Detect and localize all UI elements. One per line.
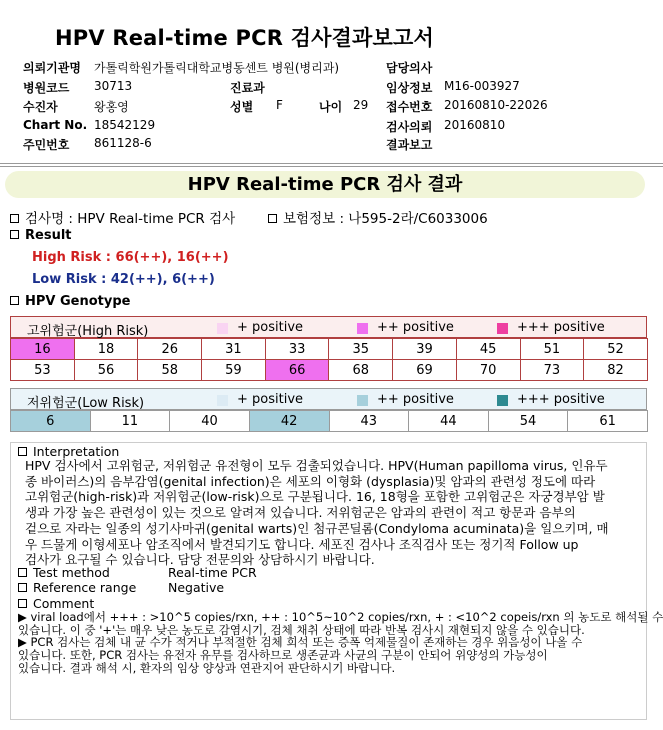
comment-label: Comment bbox=[33, 596, 95, 611]
genotype-cell: 52 bbox=[584, 339, 648, 360]
test-name-text: 검사명 : HPV Real-time PCR 검사 bbox=[25, 211, 236, 227]
clinical-info-label: 임상정보 bbox=[386, 81, 433, 95]
genotype-cell: 43 bbox=[329, 411, 409, 432]
genotype-row bbox=[11, 360, 648, 381]
square-bullet-icon bbox=[18, 447, 27, 456]
legend-plus2-label: ++ positive bbox=[377, 392, 454, 407]
text-line: HPV 검사에서 고위험군, 저위험군 유전형이 모두 검출되었습니다. HPV(Human papilloma virus, 인유두 bbox=[25, 458, 608, 473]
legend-swatch-plus bbox=[217, 323, 228, 334]
square-bullet-icon bbox=[18, 599, 27, 608]
age-value: 29 bbox=[353, 98, 369, 112]
square-bullet-icon bbox=[10, 214, 19, 223]
genotype-cell: 35 bbox=[329, 339, 393, 360]
genotype-heading-text: HPV Genotype bbox=[25, 294, 131, 309]
hospital-code-value: 30713 bbox=[94, 79, 133, 93]
legend-swatch-plus bbox=[217, 395, 228, 406]
id-number-value: 861128-6 bbox=[94, 136, 152, 150]
age-label: 나이 bbox=[319, 100, 343, 114]
reference-range-value: Negative bbox=[168, 580, 225, 595]
genotype-cell: 45 bbox=[456, 339, 520, 360]
text-line: 검사가 요구될 수 있습니다. 담당 전문의와 상담하시기 바랍니다. bbox=[25, 552, 375, 568]
genotype-cell: 53 bbox=[11, 360, 75, 381]
patient-label: 수진자 bbox=[23, 100, 58, 114]
legend-swatch-plus2 bbox=[357, 395, 368, 406]
divider-line bbox=[0, 166, 663, 167]
divider-line bbox=[0, 163, 663, 164]
legend-plus-label: + positive bbox=[237, 320, 304, 335]
genotype-row bbox=[11, 339, 648, 360]
comment-viral-load bbox=[18, 610, 663, 637]
genotype-cell: 58 bbox=[138, 360, 202, 381]
result-heading-text: Result bbox=[25, 228, 72, 243]
comment-pcr-limits bbox=[18, 636, 643, 674]
square-bullet-icon bbox=[10, 296, 19, 305]
id-number-label: 주민번호 bbox=[23, 138, 70, 152]
text-line: ▶ viral load에서 +++ : >10^5 copies/rxn, ++ : 10^5~10^2 copies/rxn, + : <10^2 copeis/rxn 의 농도로 해석될 수 bbox=[18, 610, 663, 624]
text-line: 생과 가장 높은 관련성이 있는 것으로 알려져 있습니다. 저위험군은 암과의 관련이 적고 항문과 음부의 bbox=[25, 505, 576, 521]
comment-heading bbox=[18, 596, 94, 611]
sex-label: 성별 bbox=[230, 100, 254, 114]
clinical-info-value: M16-003927 bbox=[444, 79, 520, 93]
department-label: 진료과 bbox=[230, 81, 265, 95]
chart-no-label: Chart No. bbox=[23, 118, 88, 132]
genotype-cell: 6 bbox=[11, 411, 91, 432]
genotype-cell: 69 bbox=[393, 360, 457, 381]
test-name bbox=[10, 207, 235, 227]
hospital-code-label: 병원코드 bbox=[23, 81, 70, 95]
genotype-cell: 54 bbox=[488, 411, 568, 432]
low-risk-result: Low Risk : 42(++), 6(++) bbox=[32, 272, 215, 287]
low-risk-legend bbox=[10, 388, 647, 410]
text-line: 종 바이러스)의 음부감염(genital infection)은 세포의 이형화 (dysplasia)및 암과의 관련성 정도에 따라 bbox=[25, 473, 596, 489]
genotype-cell: 31 bbox=[202, 339, 266, 360]
high-risk-group-label: 고위험군(High Risk) bbox=[27, 324, 149, 339]
genotype-cell: 59 bbox=[202, 360, 266, 381]
interpretation-text bbox=[25, 458, 640, 568]
genotype-cell: 68 bbox=[329, 360, 393, 381]
genotype-cell: 40 bbox=[170, 411, 250, 432]
legend-plus3-label: +++ positive bbox=[517, 320, 605, 335]
genotype-cell: 16 bbox=[11, 339, 75, 360]
request-label: 검사의뢰 bbox=[386, 120, 433, 134]
high-risk-legend bbox=[10, 316, 647, 338]
report-title: HPV Real-time PCR 검사결과보고서 bbox=[55, 26, 434, 50]
legend-swatch-plus3 bbox=[497, 323, 508, 334]
reference-range bbox=[18, 580, 136, 595]
square-bullet-icon bbox=[18, 583, 27, 592]
low-risk-group-label: 저위험군(Low Risk) bbox=[27, 396, 145, 411]
receipt-label: 접수번호 bbox=[386, 100, 433, 114]
text-line: 겉으로 자라는 일종의 성기사마귀(genital warts)인 첨규콘딜롬(Condyloma acuminata)을 일으키며, 매 bbox=[25, 520, 609, 536]
square-bullet-icon bbox=[10, 230, 19, 239]
text-line: 우 드물게 이형세포나 암조직에서 발견되기도 합니다. 세포진 검사나 조직검사 또는 정기적 Follow up bbox=[25, 536, 579, 552]
institution-value: 가톨릭학원가톨릭대학교병동센트 병원(병리과) bbox=[94, 61, 340, 75]
legend-plus-label: + positive bbox=[237, 392, 304, 407]
genotype-cell: 33 bbox=[265, 339, 329, 360]
high-risk-result: High Risk : 66(++), 16(++) bbox=[32, 250, 229, 265]
insurance-info bbox=[268, 207, 488, 227]
patient-value: 왕홍영 bbox=[94, 100, 129, 114]
request-value: 20160810 bbox=[444, 118, 506, 132]
chart-no-value: 18542129 bbox=[94, 118, 156, 132]
genotype-cell: 39 bbox=[393, 339, 457, 360]
interpretation-heading bbox=[18, 444, 119, 459]
institution-label: 의뢰기관명 bbox=[23, 61, 81, 75]
genotype-cell: 70 bbox=[456, 360, 520, 381]
genotype-cell: 82 bbox=[584, 360, 648, 381]
legend-plus3-label: +++ positive bbox=[517, 392, 605, 407]
section-title: HPV Real-time PCR 검사 결과 bbox=[187, 174, 463, 195]
genotype-row bbox=[11, 411, 648, 432]
genotype-cell: 18 bbox=[74, 339, 138, 360]
text-line: 있습니다. 이 중 '+'는 매우 낮은 농도로 감염시기, 검체 채취 상태에 따라 반복 검사시 재현되지 않을 수 있습니다. bbox=[18, 622, 585, 637]
test-method bbox=[18, 565, 110, 580]
high-risk-genotype-table bbox=[10, 338, 648, 381]
doctor-label: 담당의사 bbox=[386, 61, 433, 75]
genotype-cell: 26 bbox=[138, 339, 202, 360]
genotype-cell: 11 bbox=[90, 411, 170, 432]
sex-value: F bbox=[276, 98, 283, 112]
low-risk-genotype-table bbox=[10, 410, 648, 432]
text-line: ▶ PCR 검사는 검체 내 균 수가 적거나 부적절한 검체 희석 또는 증폭 억제물질이 존재하는 경우 위음성이 나올 수 bbox=[18, 635, 583, 649]
receipt-value: 20160810-22026 bbox=[444, 98, 548, 112]
genotype-cell: 61 bbox=[568, 411, 648, 432]
insurance-text: 보험정보 : 나595-2라/C6033006 bbox=[283, 211, 488, 227]
square-bullet-icon bbox=[18, 568, 27, 577]
reference-range-label: Reference range bbox=[33, 580, 137, 595]
test-method-label: Test method bbox=[33, 565, 110, 580]
text-line: 고위험군(high-risk)과 저위험군(low-risk)으로 구분됩니다. 16, 18형을 포함한 고위험군은 자궁경부암 발 bbox=[25, 489, 605, 505]
legend-swatch-plus3 bbox=[497, 395, 508, 406]
text-line: 있습니다. 결과 해석 시, 환자의 임상 양상과 연관지어 판단하시기 바랍니다. bbox=[18, 660, 396, 675]
genotype-cell: 73 bbox=[520, 360, 584, 381]
legend-plus2-label: ++ positive bbox=[377, 320, 454, 335]
legend-swatch-plus2 bbox=[357, 323, 368, 334]
genotype-cell: 66 bbox=[265, 360, 329, 381]
genotype-cell: 44 bbox=[409, 411, 489, 432]
square-bullet-icon bbox=[268, 214, 277, 223]
genotype-cell: 51 bbox=[520, 339, 584, 360]
genotype-heading bbox=[10, 294, 130, 309]
result-heading bbox=[10, 228, 72, 243]
result-report-label: 결과보고 bbox=[386, 138, 433, 152]
genotype-cell: 56 bbox=[74, 360, 138, 381]
text-line: 있습니다. 또한, PCR 검사는 유전자 유무를 검사하므로 생존균과 사균의 구분이 안되어 위양성의 가능성이 bbox=[18, 647, 548, 662]
genotype-cell: 42 bbox=[249, 411, 329, 432]
interpretation-heading-text: Interpretation bbox=[33, 444, 120, 459]
test-method-value: Real-time PCR bbox=[168, 565, 257, 580]
